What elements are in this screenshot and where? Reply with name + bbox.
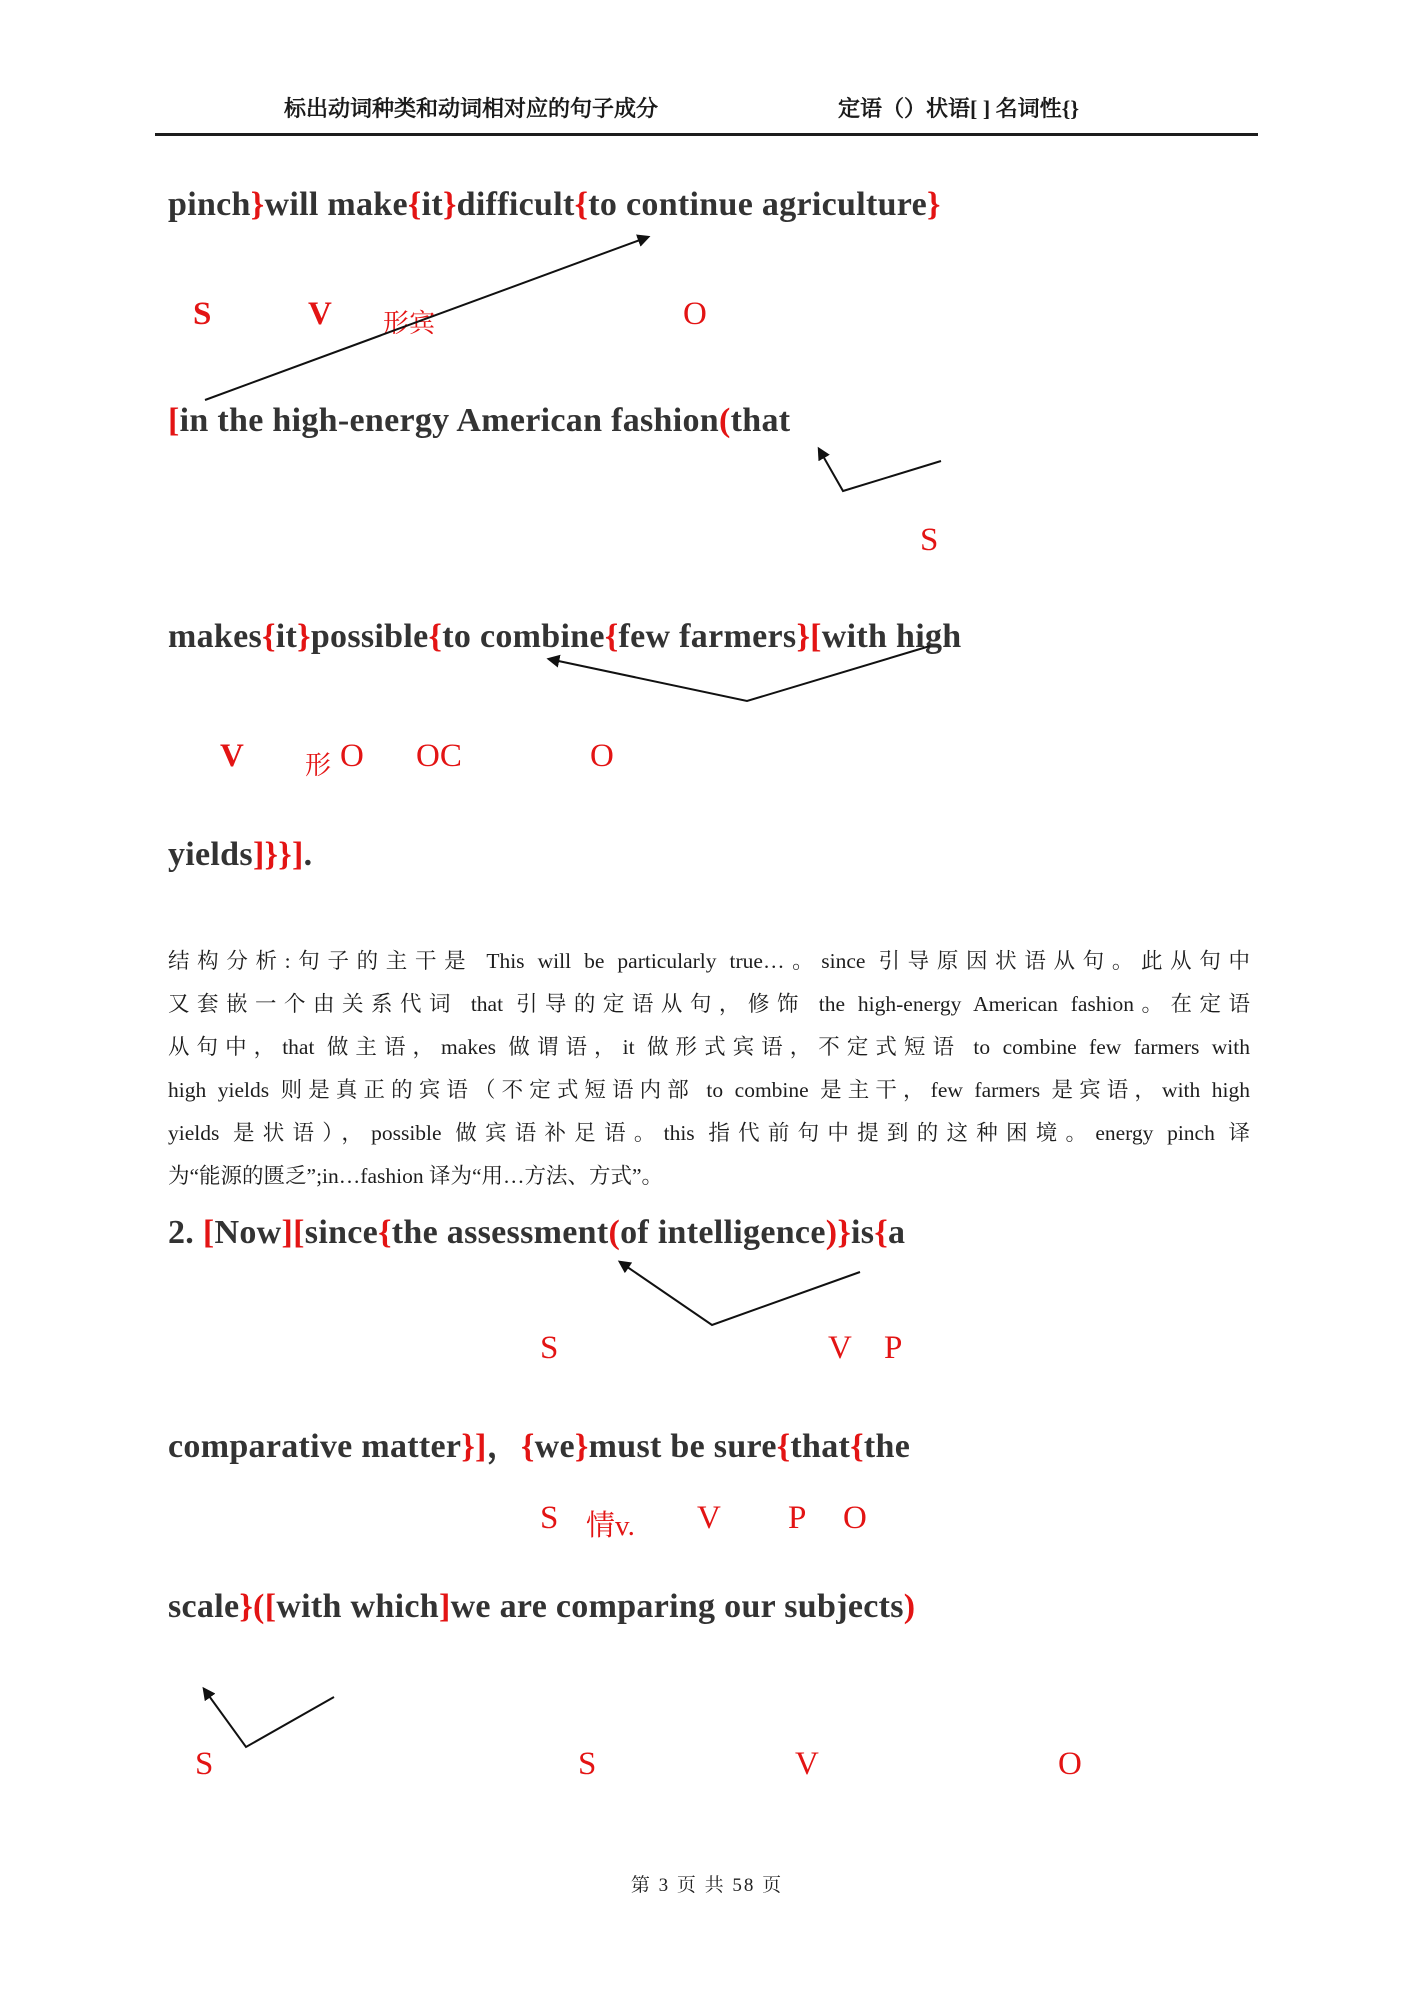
sentence-segment: [	[202, 1214, 215, 1251]
sentence-segment: that	[790, 1428, 851, 1465]
sentence-line-3	[168, 618, 961, 656]
sentence-segment: {	[428, 618, 443, 655]
sentence-segment: of intelligence	[620, 1214, 826, 1251]
grammar-label: O	[843, 1500, 867, 1536]
sentence-segment: it	[275, 618, 298, 655]
sentence-segment: (	[719, 402, 731, 439]
sentence-segment: to continue agriculture	[588, 186, 927, 223]
sentence-segment: }	[926, 186, 941, 223]
sentence-segment: )}	[825, 1214, 852, 1251]
sentence-segment: difficult	[456, 186, 575, 223]
sentence-segment: possible	[310, 618, 429, 655]
sentence-segment: pinch	[168, 186, 251, 223]
analysis-line: high yields 则是真正的宾语（不定式短语内部 to combine 是主干，few farmers 是宾语，with high	[168, 1078, 1250, 1102]
grammar-label: P	[884, 1330, 903, 1366]
grammar-label: S	[193, 296, 212, 332]
grammar-label: S	[920, 522, 939, 558]
sentence-segment: }[	[796, 618, 822, 655]
sentence-segment: 2.	[168, 1214, 203, 1251]
grammar-label: V	[795, 1746, 819, 1782]
sentence-line-6	[168, 1418, 910, 1467]
analysis-line: yields 是状语），possible 做宾语补足语。this 指代前句中提到的这种困境。energy pinch 译	[168, 1121, 1250, 1145]
header-left-title: 标出动词种类和动词相对应的句子成分	[284, 96, 659, 121]
sentence-segment: }	[250, 186, 265, 223]
sentence-segment: )	[903, 1588, 916, 1625]
arrow-which-to-scale	[204, 1689, 334, 1747]
grammar-label: O	[340, 738, 364, 774]
sentence-segment: to combine	[442, 618, 605, 655]
analysis-line: 为“能源的匮乏”;in…fashion 译为“用…方法、方式”。	[168, 1164, 664, 1188]
sentence-segment: scale	[168, 1588, 240, 1625]
sentence-segment: ]	[438, 1588, 451, 1625]
sentence-segment: since	[304, 1214, 379, 1251]
sentence-segment: we are comparing our subjects	[450, 1588, 904, 1625]
header-rule	[155, 133, 1258, 136]
sentence-segment: with high	[821, 618, 962, 655]
sentence-segment: {	[574, 186, 589, 223]
sentence-segment: with which	[276, 1588, 439, 1625]
arrow-that-to-fashion	[819, 449, 941, 491]
analysis-line: 又套嵌一个由关系代词 that 引导的定语从句，修饰 the high-energy American fashion。在定语	[168, 992, 1250, 1016]
grammar-label: S	[540, 1500, 559, 1536]
sentence-segment: few farmers	[618, 618, 797, 655]
grammar-label: V	[697, 1500, 721, 1536]
grammar-label: 形宾	[383, 309, 436, 338]
sentence-line-5	[168, 1214, 905, 1252]
sentence-segment: we	[534, 1428, 575, 1465]
analysis-line: 结构分析:句子的主干是 This will be particularly true…。since 引导原因状语从句。此从句中	[168, 949, 1250, 973]
sentence-segment: .	[303, 836, 313, 873]
grammar-labels-row5	[0, 1746, 1414, 1794]
grammar-label: O	[590, 738, 614, 774]
grammar-label: O	[683, 296, 707, 332]
sentence-line-4	[168, 836, 312, 874]
grammar-label: S	[578, 1746, 597, 1782]
sentence-segment: }	[574, 1428, 589, 1465]
sentence-segment: comparative matter	[168, 1428, 462, 1465]
sentence-segment: }	[442, 186, 457, 223]
sentence-segment: must be sure	[588, 1428, 777, 1465]
grammar-label: S	[195, 1746, 214, 1782]
sentence-segment: a	[888, 1214, 906, 1251]
sentence-segment: {	[407, 186, 422, 223]
grammar-label: S	[540, 1330, 559, 1366]
sentence-segment: }	[297, 618, 311, 655]
sentence-segment: the	[863, 1428, 911, 1465]
grammar-label: P	[788, 1500, 807, 1536]
grammar-labels-row3	[0, 1330, 1414, 1378]
structure-analysis-paragraph	[168, 940, 1250, 1198]
grammar-labels-row1	[0, 296, 1414, 344]
sentence-segment: {	[850, 1428, 864, 1465]
sentence-segment: is	[851, 1214, 875, 1251]
grammar-label-sub-s	[0, 522, 1414, 570]
analysis-line: 从句中，that 做主语，makes 做谓语，it 做形式宾语，不定式短语 to combine few farmers with	[168, 1035, 1250, 1059]
grammar-label: 情v.	[586, 1510, 635, 1542]
sentence-segment: yields	[168, 836, 253, 873]
sentence-segment: [	[264, 1588, 277, 1625]
sentence-segment: ]}}]	[252, 836, 304, 873]
sentence-segment: ，	[486, 1428, 521, 1465]
sentence-segment: (	[608, 1214, 621, 1251]
sentence-segment: [	[168, 402, 180, 439]
sentence-segment: {	[262, 618, 276, 655]
sentence-line-2	[168, 402, 790, 440]
sentence-segment: makes	[168, 618, 263, 655]
sentence-segment: {	[604, 618, 619, 655]
sentence-segment: it	[421, 186, 443, 223]
sentence-segment: the assessment	[391, 1214, 609, 1251]
sentence-segment: }(	[239, 1588, 265, 1625]
sentence-segment: that	[730, 402, 791, 439]
sentence-line-1	[168, 186, 941, 224]
sentence-segment: will make	[264, 186, 408, 223]
header-legend: 定语（）状语[ ] 名词性{}	[838, 96, 1079, 121]
sentence-segment: {	[874, 1214, 889, 1251]
grammar-labels-row2	[0, 738, 1414, 786]
sentence-segment: {	[378, 1214, 392, 1251]
sentence-segment: in the high-energy American fashion	[179, 402, 720, 439]
sentence-segment: {	[776, 1428, 791, 1465]
sentence-segment: Now	[214, 1214, 282, 1251]
grammar-label: O	[1058, 1746, 1082, 1782]
grammar-label: V	[308, 296, 332, 332]
sentence-segment: }]	[461, 1428, 487, 1465]
grammar-labels-row4	[0, 1500, 1414, 1548]
sentence-line-7	[168, 1588, 915, 1626]
page-number: 第 3 页 共 58 页	[630, 1875, 784, 1896]
grammar-label: V	[220, 738, 244, 774]
grammar-label: OC	[416, 738, 462, 774]
sentence-segment: ][	[281, 1214, 305, 1251]
arrow-is-to-assessment	[620, 1262, 860, 1325]
grammar-label: 形	[305, 751, 332, 780]
sentence-segment: {	[520, 1428, 535, 1465]
grammar-label: V	[828, 1330, 852, 1366]
